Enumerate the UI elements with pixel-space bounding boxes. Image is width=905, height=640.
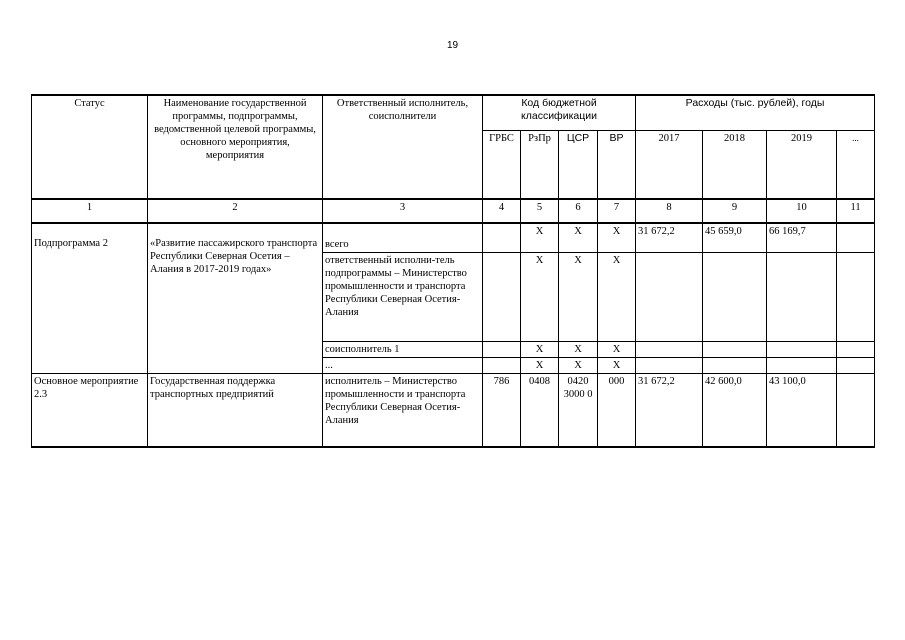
header-2019: 2019 [767, 131, 837, 200]
row-extra [837, 358, 875, 374]
row-rzpr: Х [521, 223, 559, 253]
row-grbs [483, 253, 521, 342]
row-responsible: ответственный исполни-тель подпрограммы – Министерство промышленности и транспорта Республики Северная Осетия-Алания [323, 253, 483, 342]
row-vr: Х [598, 358, 636, 374]
row-2019 [767, 253, 837, 342]
row-2019 [767, 358, 837, 374]
row-2019 [767, 342, 837, 358]
main-event-responsible: исполнитель – Министерство промышленности и транспорта Республики Северная Осетия-Алания [323, 374, 483, 448]
header-expenses: Расходы (тыс. рублей), годы [636, 95, 875, 131]
row-rzpr: Х [521, 253, 559, 342]
row-extra [837, 253, 875, 342]
header-budget-code: Код бюджетной классификации [483, 95, 636, 131]
column-number: 2 [148, 199, 323, 223]
column-number: 7 [598, 199, 636, 223]
row-vr: Х [598, 223, 636, 253]
column-number: 5 [521, 199, 559, 223]
row-extra [837, 223, 875, 253]
row-grbs [483, 358, 521, 374]
main-event-rzpr: 0408 [521, 374, 559, 448]
row-2017 [636, 342, 703, 358]
row-rzpr: Х [521, 358, 559, 374]
header-2018: 2018 [703, 131, 767, 200]
row-2019: 66 169,7 [767, 223, 837, 253]
row-2017 [636, 358, 703, 374]
subprogram-status-text: Подпрограмма 2 [34, 238, 108, 249]
column-number: 3 [323, 199, 483, 223]
header-name: Наименование государственной программы, подпрограммы, ведомственной целевой программы, основного мероприятия, мероприятия [148, 95, 323, 199]
row-grbs [483, 342, 521, 358]
column-number: 10 [767, 199, 837, 223]
header-status: Статус [32, 95, 148, 199]
header-2017: 2017 [636, 131, 703, 200]
table-row [32, 223, 875, 253]
main-event-name: Государственная поддержка транспортных предприятий [148, 374, 323, 448]
row-2018 [703, 358, 767, 374]
row-vr: Х [598, 342, 636, 358]
main-event-status: Основное мероприятие 2.3 [32, 374, 148, 448]
column-number: 11 [837, 199, 875, 223]
main-event-csr: 0420 3000 0 [559, 374, 598, 448]
column-number: 6 [559, 199, 598, 223]
row-rzpr: Х [521, 342, 559, 358]
column-number: 8 [636, 199, 703, 223]
main-event-vr: 000 [598, 374, 636, 448]
header-csr: ЦСР [559, 131, 598, 200]
main-event-2017: 31 672,2 [636, 374, 703, 448]
row-vr: Х [598, 253, 636, 342]
header-row-1 [32, 95, 875, 131]
budget-table [31, 94, 875, 448]
header-responsible: Ответственный исполнитель, соисполнители [323, 95, 483, 199]
header-rzpr: РзПр [521, 131, 559, 200]
subprogram-name [148, 223, 323, 374]
column-numbers-row [32, 199, 875, 223]
row-csr: Х [559, 342, 598, 358]
main-event-grbs: 786 [483, 374, 521, 448]
page-number: 19 [446, 40, 459, 51]
header-ellipsis: ... [837, 131, 875, 200]
row-2018 [703, 342, 767, 358]
main-event-2018: 42 600,0 [703, 374, 767, 448]
table-row [32, 374, 875, 448]
header-grbs: ГРБС [483, 131, 521, 200]
row-csr: Х [559, 358, 598, 374]
row-2018 [703, 253, 767, 342]
subprogram-status [32, 223, 148, 374]
row-responsible: соисполнитель 1 [323, 342, 483, 358]
row-2017 [636, 253, 703, 342]
row-responsible: всего [323, 223, 483, 253]
subprogram-name-text: «Развитие пассажирского транспорта Республики Северная Осетия – Алания в 2017-2019 годах» [150, 238, 318, 275]
row-2018: 45 659,0 [703, 223, 767, 253]
row-2017: 31 672,2 [636, 223, 703, 253]
header-vr: ВР [598, 131, 636, 200]
column-number: 4 [483, 199, 521, 223]
row-extra [837, 342, 875, 358]
column-number: 1 [32, 199, 148, 223]
row-csr: Х [559, 253, 598, 342]
main-event-2019: 43 100,0 [767, 374, 837, 448]
row-responsible: ... [323, 358, 483, 374]
row-grbs [483, 223, 521, 253]
row-csr: Х [559, 223, 598, 253]
column-number: 9 [703, 199, 767, 223]
main-event-extra [837, 374, 875, 448]
